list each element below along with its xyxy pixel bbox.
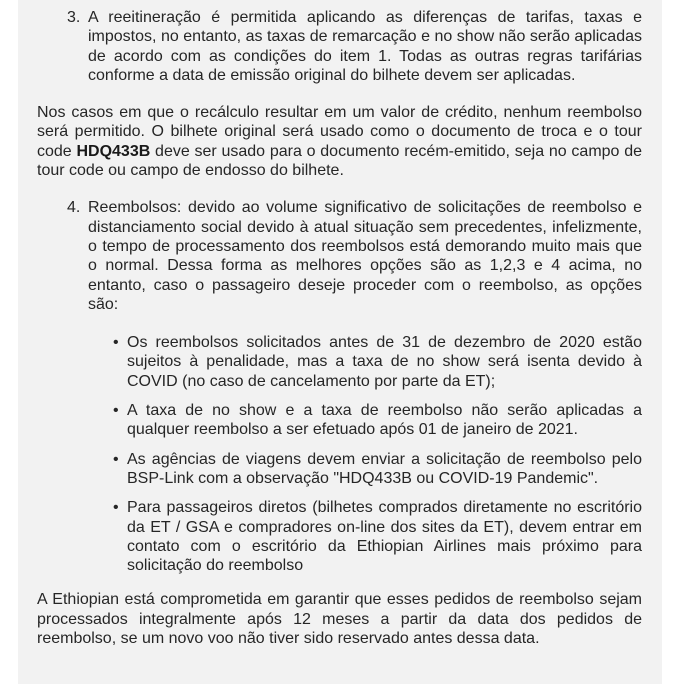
list-item xyxy=(113,401,642,440)
tour-code: HDQ433B xyxy=(76,142,151,160)
item-text: Reembolsos: devido ao volume significativo de solicitações de reembolso e distanciamento social devido à atual situação sem precedentes, infelizmente, o tempo de processamento dos reembolsos está demorando muito mais que o normal. Dessa forma as melhores opções são as 1,2,3 e 4 acima, no entanto, caso o passageiro deseje proceder com o reembolso, as opções são: xyxy=(88,199,642,313)
list-item xyxy=(113,333,642,391)
item-number: 3. xyxy=(67,9,81,26)
item-number: 4. xyxy=(67,199,81,217)
closing-paragraph: A Ethiopian está comprometida em garantir que esses pedidos de reembolso sejam processados integralmente após 12 meses a partir da data dos pedidos de reembolso, se um novo voo não tiver sido reservado antes dessa data. xyxy=(37,591,642,648)
bullet-glyph: • xyxy=(113,499,119,517)
refund-options-list xyxy=(37,333,642,575)
credit-text-start: Nos casos em que o recálculo resultar em um valor de crédito, nenhum reembolso será permitido. O bilhete original será usado como o documento de troca e o tour code xyxy=(37,104,642,160)
item-text: A reeitineração é permitida aplicando as diferenças de tarifas, taxas e impostos, no entanto, as taxas de remarcação e no show não serão aplicadas de acordo com as condições do item 1. Todas as outras regras tarifárias conforme a data de emissão original do bilhete devem ser aplicadas. xyxy=(88,9,642,84)
list-item-text: Para passageiros diretos (bilhetes comprados diretamente no escritório da ET / GSA e compradores on-line dos sites da ET), devem entrar em contato com o escritório da Ethiopian Airlines mais próximo para solicitação do reembolso xyxy=(127,499,642,575)
list-item xyxy=(113,450,642,489)
list-item-text: A taxa de no show e a taxa de reembolso não serão aplicadas a qualquer reembolso a ser efetuado após 01 de janeiro de 2021. xyxy=(127,402,642,439)
numbered-item-3 xyxy=(37,8,642,85)
bullet-glyph: • xyxy=(113,402,119,420)
document-body xyxy=(37,8,642,648)
list-item-text: Os reembolsos solicitados antes de 31 de dezembro de 2020 estão sujeitos à penalidade, mas a taxa de no show será isenta devido à COVID (no caso de cancelamento por parte da ET); xyxy=(127,334,642,390)
credit-text-end: deve ser usado para o documento recém-emitido, seja no campo de tour code ou campo de endosso do bilhete. xyxy=(37,142,643,180)
bullet-glyph: • xyxy=(113,334,119,352)
credit-paragraph xyxy=(37,103,642,180)
numbered-item-4 xyxy=(37,198,642,314)
bullet-glyph: • xyxy=(113,450,119,468)
list-item-text: As agências de viagens devem enviar a solicitação de reembolso pelo BSP-Link com a observação "HDQ433B ou COVID-19 Pandemic". xyxy=(127,450,642,487)
list-item xyxy=(113,498,642,575)
